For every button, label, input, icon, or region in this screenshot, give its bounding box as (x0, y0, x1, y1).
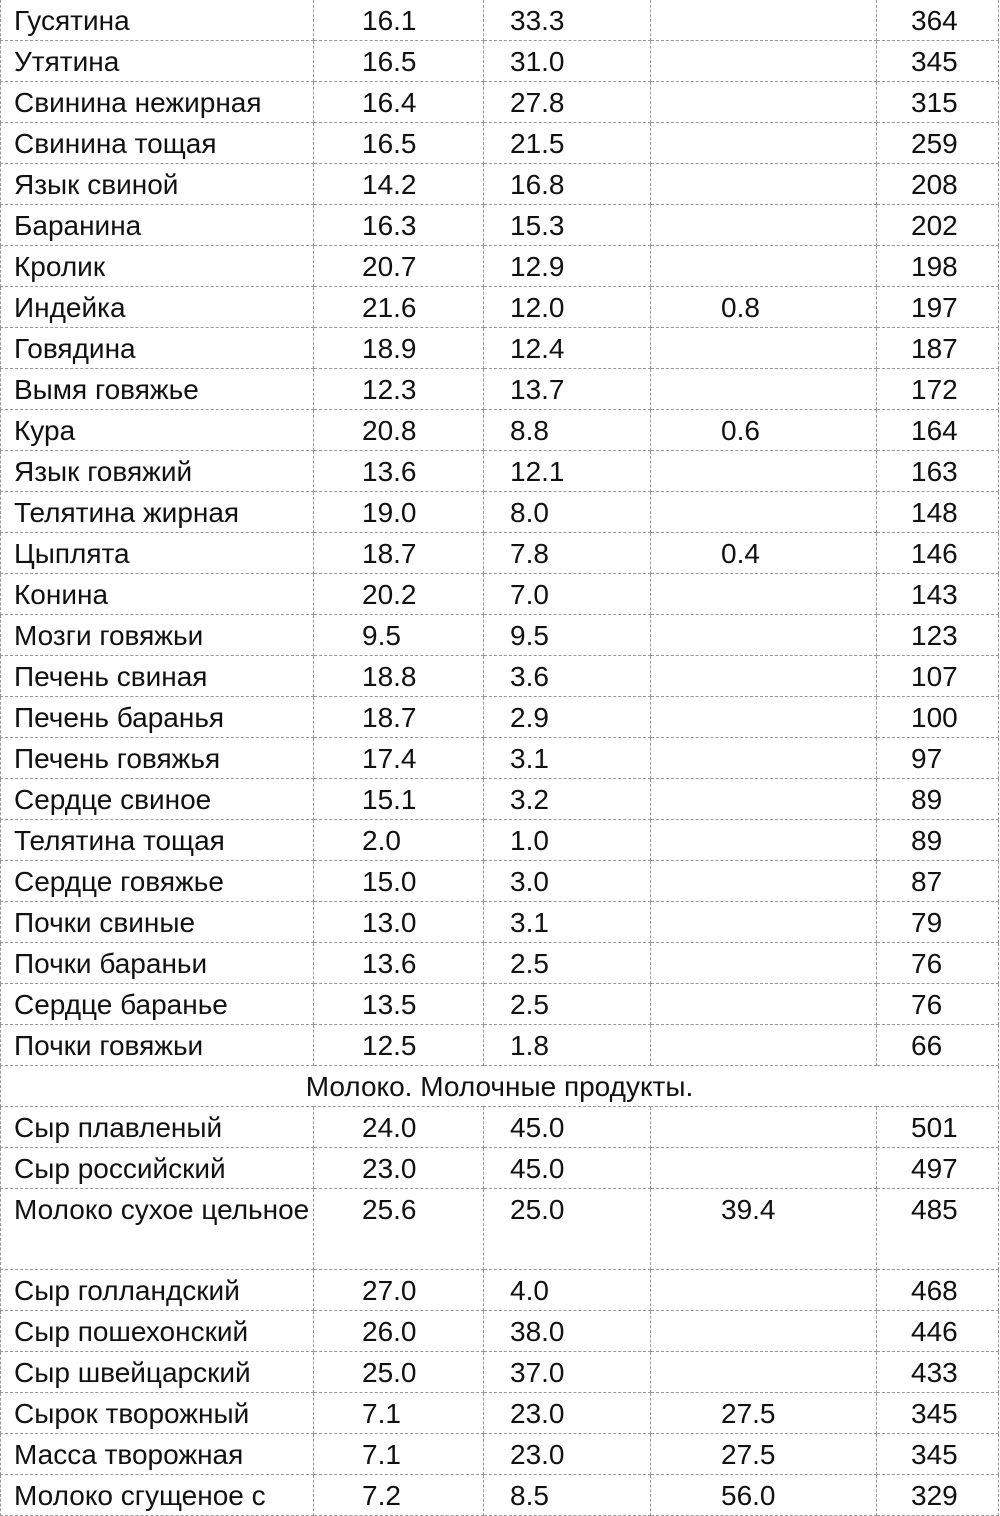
product-name-cell: Сыр пошехонский (1, 1311, 314, 1352)
meat-row (1, 902, 999, 943)
meat-row (1, 41, 999, 82)
product-name-cell: Свинина тощая (1, 123, 314, 164)
protein-cell: 21.6 (314, 287, 484, 328)
product-name-cell: Телятина жирная (1, 492, 314, 533)
kcal-cell: 163 (877, 451, 999, 492)
protein-cell: 23.0 (314, 1148, 484, 1189)
protein-cell: 19.0 (314, 492, 484, 533)
carbs-cell (651, 902, 877, 943)
section-header-row (1, 1066, 999, 1107)
carbs-cell: 0.4 (651, 533, 877, 574)
product-name-cell: Язык свиной (1, 164, 314, 205)
carbs-cell: 27.5 (651, 1393, 877, 1434)
fat-cell: 8.5 (484, 1475, 651, 1516)
product-name-cell: Молоко сухое цельное (1, 1189, 314, 1270)
fat-cell: 1.8 (484, 1025, 651, 1066)
carbs-cell (651, 164, 877, 205)
protein-cell: 7.2 (314, 1475, 484, 1516)
dairy-row (1, 1393, 999, 1434)
meat-row (1, 492, 999, 533)
fat-cell: 2.5 (484, 943, 651, 984)
kcal-cell: 197 (877, 287, 999, 328)
protein-cell: 20.2 (314, 574, 484, 615)
carbs-cell (651, 738, 877, 779)
kcal-cell: 364 (877, 0, 999, 41)
meat-row (1, 656, 999, 697)
kcal-cell: 143 (877, 574, 999, 615)
product-name-cell: Сердце говяжье (1, 861, 314, 902)
dairy-row (1, 1475, 999, 1516)
carbs-cell (651, 861, 877, 902)
kcal-cell: 187 (877, 328, 999, 369)
kcal-cell: 66 (877, 1025, 999, 1066)
kcal-cell: 148 (877, 492, 999, 533)
meat-row (1, 451, 999, 492)
protein-cell: 12.3 (314, 369, 484, 410)
fat-cell: 33.3 (484, 0, 651, 41)
protein-cell: 18.9 (314, 328, 484, 369)
kcal-cell: 329 (877, 1475, 999, 1516)
meat-row (1, 410, 999, 451)
fat-cell: 9.5 (484, 615, 651, 656)
protein-cell: 7.1 (314, 1434, 484, 1475)
fat-cell: 25.0 (484, 1189, 651, 1270)
dairy-row (1, 1148, 999, 1189)
product-name-cell: Сердце свиное (1, 779, 314, 820)
fat-cell: 16.8 (484, 164, 651, 205)
meat-row (1, 369, 999, 410)
kcal-cell: 345 (877, 41, 999, 82)
carbs-cell (651, 123, 877, 164)
carbs-cell (651, 1025, 877, 1066)
carbs-cell: 56.0 (651, 1475, 877, 1516)
meat-row (1, 697, 999, 738)
kcal-cell: 97 (877, 738, 999, 779)
kcal-cell: 259 (877, 123, 999, 164)
protein-cell: 25.0 (314, 1352, 484, 1393)
protein-cell: 16.4 (314, 82, 484, 123)
fat-cell: 27.8 (484, 82, 651, 123)
meat-row (1, 0, 999, 41)
kcal-cell: 100 (877, 697, 999, 738)
product-name-cell: Телятина тощая (1, 820, 314, 861)
kcal-cell: 497 (877, 1148, 999, 1189)
carbs-cell (651, 0, 877, 41)
fat-cell: 45.0 (484, 1148, 651, 1189)
carbs-cell: 0.8 (651, 287, 877, 328)
product-name-cell: Сыр плавленый (1, 1107, 314, 1148)
product-name-cell: Сыр российский (1, 1148, 314, 1189)
protein-cell: 16.5 (314, 123, 484, 164)
carbs-cell (651, 820, 877, 861)
protein-cell: 15.1 (314, 779, 484, 820)
meat-row (1, 123, 999, 164)
kcal-cell: 123 (877, 615, 999, 656)
product-name-cell: Сырок творожный (1, 1393, 314, 1434)
protein-cell: 18.7 (314, 697, 484, 738)
carbs-cell (651, 697, 877, 738)
kcal-cell: 501 (877, 1107, 999, 1148)
product-name-cell: Масса творожная (1, 1434, 314, 1475)
protein-cell: 20.7 (314, 246, 484, 287)
carbs-cell (651, 984, 877, 1025)
kcal-cell: 107 (877, 656, 999, 697)
carbs-cell: 0.6 (651, 410, 877, 451)
protein-cell: 13.0 (314, 902, 484, 943)
protein-cell: 18.8 (314, 656, 484, 697)
product-name-cell: Гусятина (1, 0, 314, 41)
dairy-row (1, 1270, 999, 1311)
kcal-cell: 76 (877, 984, 999, 1025)
product-name-cell: Печень свиная (1, 656, 314, 697)
protein-cell: 9.5 (314, 615, 484, 656)
fat-cell: 15.3 (484, 205, 651, 246)
carbs-cell (651, 1107, 877, 1148)
meat-row (1, 246, 999, 287)
kcal-cell: 208 (877, 164, 999, 205)
product-name-cell: Сыр голландский (1, 1270, 314, 1311)
fat-cell: 4.0 (484, 1270, 651, 1311)
fat-cell: 45.0 (484, 1107, 651, 1148)
meat-row (1, 82, 999, 123)
kcal-cell: 164 (877, 410, 999, 451)
carbs-cell (651, 656, 877, 697)
kcal-cell: 172 (877, 369, 999, 410)
product-name-cell: Индейка (1, 287, 314, 328)
carbs-cell (651, 615, 877, 656)
protein-cell: 14.2 (314, 164, 484, 205)
protein-cell: 2.0 (314, 820, 484, 861)
carbs-cell (651, 205, 877, 246)
kcal-cell: 89 (877, 820, 999, 861)
kcal-cell: 202 (877, 205, 999, 246)
protein-cell: 7.1 (314, 1393, 484, 1434)
dairy-row (1, 1189, 999, 1270)
meat-row (1, 287, 999, 328)
carbs-cell (651, 574, 877, 615)
fat-cell: 13.7 (484, 369, 651, 410)
kcal-cell: 468 (877, 1270, 999, 1311)
product-name-cell: Вымя говяжье (1, 369, 314, 410)
carbs-cell (651, 451, 877, 492)
meat-row (1, 574, 999, 615)
dairy-row (1, 1107, 999, 1148)
product-name-cell: Печень баранья (1, 697, 314, 738)
carbs-cell (651, 779, 877, 820)
fat-cell: 1.0 (484, 820, 651, 861)
meat-row (1, 861, 999, 902)
protein-cell: 16.5 (314, 41, 484, 82)
meat-row (1, 205, 999, 246)
product-name-cell: Кролик (1, 246, 314, 287)
dairy-row (1, 1311, 999, 1352)
product-name-cell: Свинина нежирная (1, 82, 314, 123)
carbs-cell (651, 82, 877, 123)
protein-cell: 20.8 (314, 410, 484, 451)
carbs-cell (651, 41, 877, 82)
kcal-cell: 433 (877, 1352, 999, 1393)
meat-row (1, 779, 999, 820)
kcal-cell: 315 (877, 82, 999, 123)
protein-cell: 12.5 (314, 1025, 484, 1066)
kcal-cell: 79 (877, 902, 999, 943)
fat-cell: 21.5 (484, 123, 651, 164)
carbs-cell (651, 1311, 877, 1352)
product-name-cell: Почки говяжьи (1, 1025, 314, 1066)
fat-cell: 2.5 (484, 984, 651, 1025)
product-name-cell: Сердце баранье (1, 984, 314, 1025)
protein-cell: 13.6 (314, 451, 484, 492)
product-name-cell: Говядина (1, 328, 314, 369)
kcal-cell: 198 (877, 246, 999, 287)
kcal-cell: 87 (877, 861, 999, 902)
product-name-cell: Язык говяжий (1, 451, 314, 492)
meat-row (1, 533, 999, 574)
fat-cell: 37.0 (484, 1352, 651, 1393)
protein-cell: 15.0 (314, 861, 484, 902)
carbs-cell (651, 1270, 877, 1311)
protein-cell: 16.1 (314, 0, 484, 41)
product-name-cell: Утятина (1, 41, 314, 82)
fat-cell: 7.8 (484, 533, 651, 574)
product-name-cell: Конина (1, 574, 314, 615)
meat-row (1, 943, 999, 984)
protein-cell: 18.7 (314, 533, 484, 574)
product-name-cell: Молоко сгущеное с (1, 1475, 314, 1516)
fat-cell: 2.9 (484, 697, 651, 738)
fat-cell: 12.0 (484, 287, 651, 328)
carbs-cell (651, 246, 877, 287)
protein-cell: 26.0 (314, 1311, 484, 1352)
carbs-cell (651, 1148, 877, 1189)
dairy-row (1, 1434, 999, 1475)
product-name-cell: Почки свиные (1, 902, 314, 943)
fat-cell: 12.1 (484, 451, 651, 492)
fat-cell: 8.0 (484, 492, 651, 533)
protein-cell: 16.3 (314, 205, 484, 246)
dairy-row (1, 1352, 999, 1393)
protein-cell: 13.5 (314, 984, 484, 1025)
meat-row (1, 615, 999, 656)
kcal-cell: 89 (877, 779, 999, 820)
protein-cell: 24.0 (314, 1107, 484, 1148)
fat-cell: 12.4 (484, 328, 651, 369)
fat-cell: 7.0 (484, 574, 651, 615)
kcal-cell: 446 (877, 1311, 999, 1352)
carbs-cell: 27.5 (651, 1434, 877, 1475)
fat-cell: 3.6 (484, 656, 651, 697)
protein-cell: 17.4 (314, 738, 484, 779)
nutrition-table-body (1, 0, 999, 1516)
kcal-cell: 76 (877, 943, 999, 984)
meat-row (1, 164, 999, 205)
carbs-cell (651, 1352, 877, 1393)
carbs-cell (651, 369, 877, 410)
fat-cell: 12.9 (484, 246, 651, 287)
kcal-cell: 146 (877, 533, 999, 574)
section-title: Молоко. Молочные продукты. (1, 1066, 999, 1107)
protein-cell: 13.6 (314, 943, 484, 984)
protein-cell: 27.0 (314, 1270, 484, 1311)
fat-cell: 23.0 (484, 1393, 651, 1434)
carbs-cell (651, 328, 877, 369)
meat-row (1, 738, 999, 779)
product-name-cell: Цыплята (1, 533, 314, 574)
fat-cell: 3.1 (484, 738, 651, 779)
product-name-cell: Баранина (1, 205, 314, 246)
fat-cell: 3.2 (484, 779, 651, 820)
fat-cell: 3.0 (484, 861, 651, 902)
meat-row (1, 820, 999, 861)
product-name-cell: Мозги говяжьи (1, 615, 314, 656)
meat-row (1, 328, 999, 369)
product-name-cell: Почки бараньи (1, 943, 314, 984)
fat-cell: 3.1 (484, 902, 651, 943)
product-name-cell: Сыр швейцарский (1, 1352, 314, 1393)
carbs-cell (651, 943, 877, 984)
carbs-cell: 39.4 (651, 1189, 877, 1270)
fat-cell: 23.0 (484, 1434, 651, 1475)
kcal-cell: 345 (877, 1434, 999, 1475)
meat-row (1, 984, 999, 1025)
meat-row (1, 1025, 999, 1066)
fat-cell: 31.0 (484, 41, 651, 82)
product-name-cell: Печень говяжья (1, 738, 314, 779)
fat-cell: 38.0 (484, 1311, 651, 1352)
kcal-cell: 485 (877, 1189, 999, 1270)
product-name-cell: Кура (1, 410, 314, 451)
protein-cell: 25.6 (314, 1189, 484, 1270)
kcal-cell: 345 (877, 1393, 999, 1434)
fat-cell: 8.8 (484, 410, 651, 451)
carbs-cell (651, 492, 877, 533)
